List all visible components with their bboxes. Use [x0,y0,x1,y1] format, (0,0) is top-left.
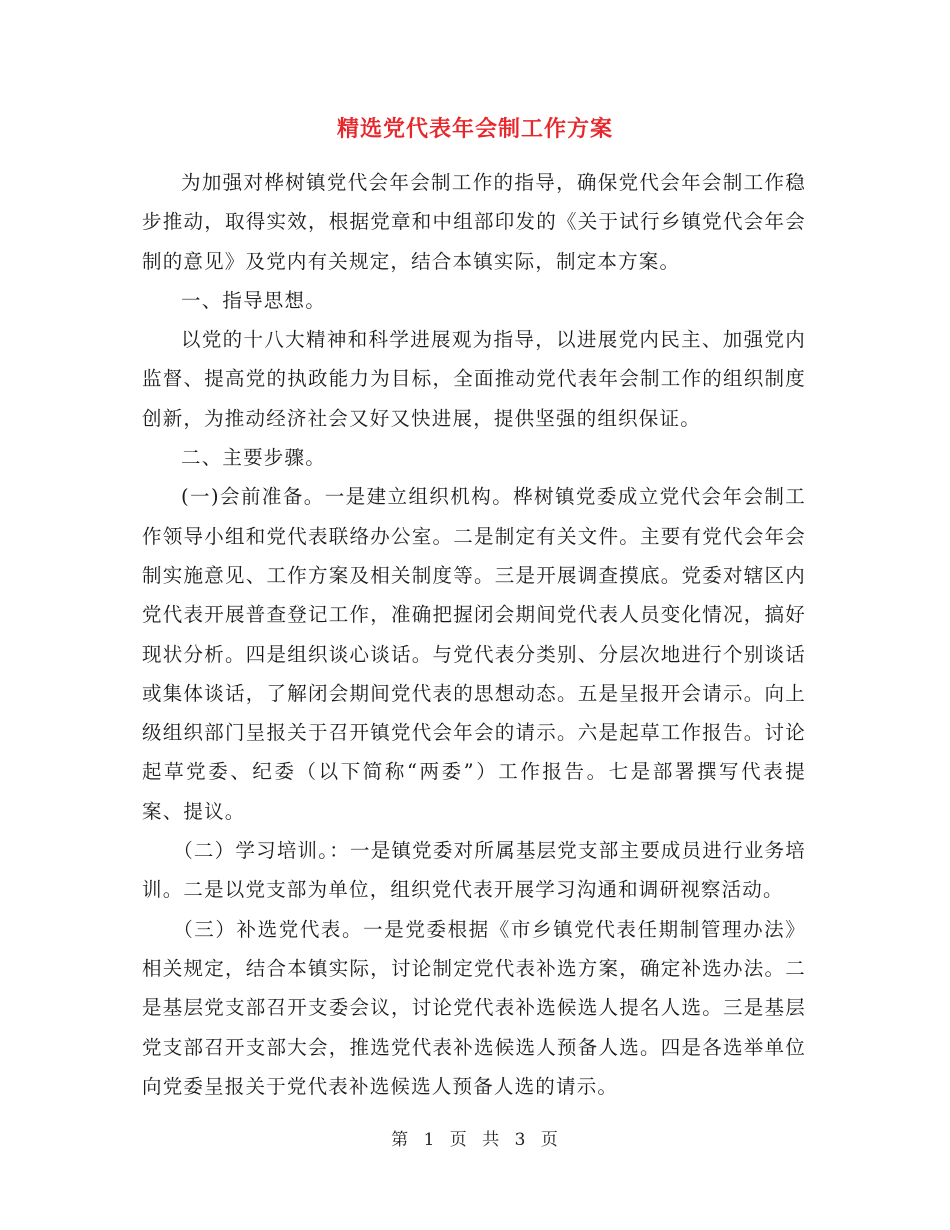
footer-label-ye-2: 页 [540,1130,559,1150]
footer-label-page: 第 [391,1130,410,1150]
paragraph-guiding-ideology: 以党的十八大精神和科学进展观为指导，以进展党内民主、加强党内监督、提高党的执政能力为目标，全面推动党代表年会制工作的组织制度创新，为推动经济社会又好又快进展，提供坚强的组织保证。 [142,328,806,430]
paragraph-study-training: （二）学习培训。：一是镇党委对所属基层党支部主要成员进行业务培训。二是以党支部为单位，组织党代表开展学习沟通和调研视察活动。 [142,839,806,902]
section-heading-guiding-ideology: 一、指导思想。 [181,288,326,312]
document-title: 精选党代表年会制工作方案 [336,117,613,142]
footer-label-ye: 页 [449,1130,468,1150]
footer-current-page: 1 [423,1130,436,1150]
document-body [142,163,806,1106]
paragraph-intro: 为加强对桦树镇党代会年会制工作的指导，确保党代会年会制工作稳步推动，取得实效，根据党章和中组部印发的《关于试行乡镇党代会年会制的意见》及党内有关规定，结合本镇实际，制定本方案。 [142,171,806,273]
footer-total-pages: 3 [514,1130,527,1150]
paragraph-pre-meeting-preparation: (一)会前准备。一是建立组织机构。桦树镇党委成立党代会年会制工作领导小组和党代表联络办公室。二是制定有关文件。主要有党代会年会制实施意见、工作方案及相关制度等。三是开展调查摸底。党委对辖区内党代表开展普查登记工作，准确把握闭会期间党代表人员变化情况，搞好现状分析。四是组织谈心谈话。与党代表分类别、分层次地进行个别谈话或集体谈话，了解闭会期间党代表的思想动态。五是呈报开会请示。向上级组织部门呈报关于召开镇党代会年会的请示。六是起草工作报告。讨论起草党委、纪委（以下简称“两委”）工作报告。七是部署撰写代表提案、提议。 [142,485,806,823]
paragraph-by-election: （三）补选党代表。一是党委根据《市乡镇党代表任期制管理办法》相关规定，结合本镇实际，讨论制定党代表补选方案，确定补选办法。二是基层党支部召开支委会议，讨论党代表补选候选人提名人选。三是基层党支部召开支部大会，推选党代表补选候选人预备人选。四是各选举单位向党委呈报关于党代表补选候选人预备人选的请示。 [142,917,806,1098]
page-footer [0,1125,950,1150]
footer-label-total: 共 [482,1130,501,1150]
section-heading-main-steps: 二、主要步骤。 [181,446,326,470]
